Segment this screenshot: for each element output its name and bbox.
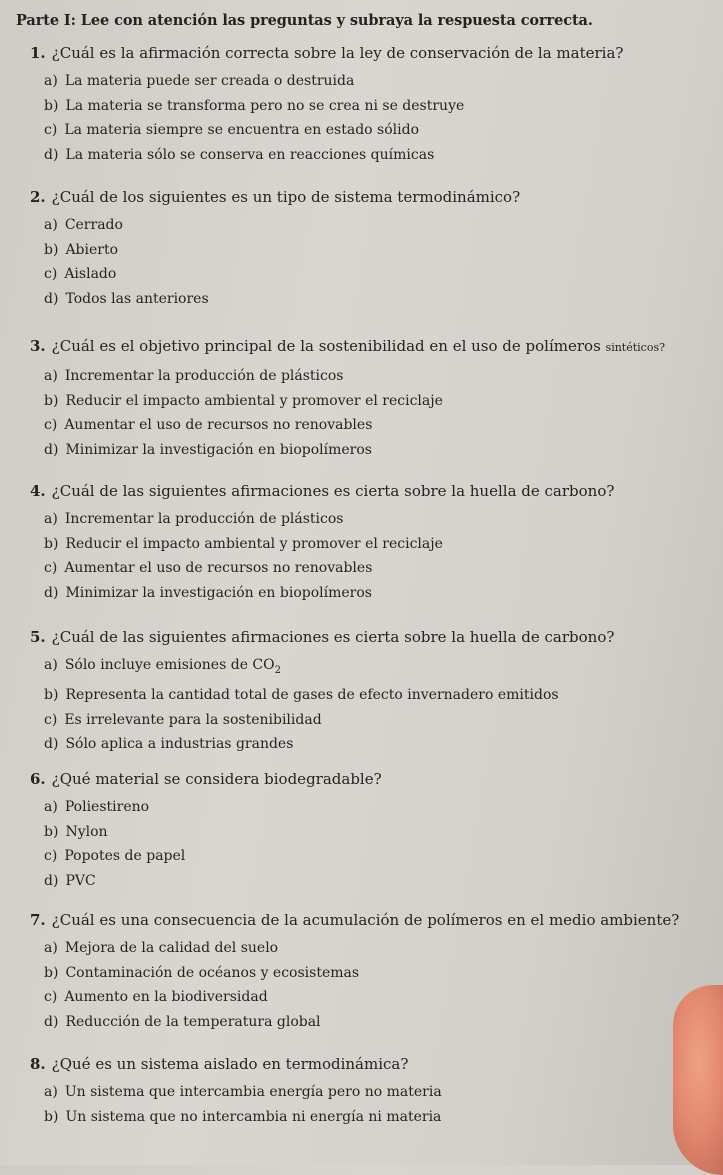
option-d[interactable]: d) Reducción de la temperatura global: [44, 1013, 321, 1030]
question-prompt: ¿Cuál de las siguientes afirmaciones es cierta sobre la huella de carbono?: [51, 482, 615, 500]
question-1: [30, 43, 715, 167]
option-a[interactable]: a) Incrementar la producción de plásticos: [44, 368, 344, 384]
question-text: [30, 627, 715, 647]
question-number: 6.: [30, 770, 46, 788]
question-7: [30, 910, 715, 1034]
options-list: [30, 69, 715, 167]
option-b[interactable]: b) Reducir el impacto ambiental y promover el reciclaje: [44, 392, 443, 409]
option-a[interactable]: a) Cerrado: [44, 217, 123, 233]
option-b[interactable]: b) Un sistema que no intercambia ni energía ni materia: [44, 1108, 442, 1125]
option-c[interactable]: c) Aislado: [44, 266, 117, 282]
options-list: [30, 364, 715, 462]
option-a[interactable]: a) La materia puede ser creada o destruida: [44, 73, 355, 89]
part-title: Parte I: Lee con atención las preguntas y subraya la respuesta correcta.: [16, 12, 593, 29]
options-list: [30, 507, 715, 605]
question-5: [30, 627, 715, 757]
option-b[interactable]: b) Reducir el impacto ambiental y promover el reciclaje: [44, 535, 443, 552]
question-prompt-end: sintéticos?: [605, 341, 665, 354]
question-6: [30, 769, 715, 893]
question-8: [30, 1054, 715, 1129]
option-d[interactable]: d) Minimizar la investigación en biopolímeros: [44, 441, 372, 458]
question-number: 5.: [30, 628, 46, 646]
subscript-2: 2: [274, 664, 281, 676]
option-d[interactable]: d) Sólo aplica a industrias grandes: [44, 736, 294, 753]
question-text: [30, 187, 715, 207]
options-list: [30, 213, 715, 311]
option-d[interactable]: d) La materia sólo se conserva en reacciones químicas: [44, 146, 435, 163]
question-text: [30, 1054, 715, 1074]
option-b[interactable]: b) La materia se transforma pero no se crea ni se destruye: [44, 97, 465, 114]
question-number: 4.: [30, 482, 46, 500]
question-prompt: ¿Cuál de los siguientes es un tipo de sistema termodinámico?: [51, 188, 521, 206]
question-number: 1.: [30, 44, 46, 62]
option-c[interactable]: c) Aumentar el uso de recursos no renovables: [44, 417, 373, 433]
option-d[interactable]: d) PVC: [44, 872, 96, 889]
option-c[interactable]: c) La materia siempre se encuentra en estado sólido: [44, 122, 420, 138]
option-c[interactable]: c) Popotes de papel: [44, 848, 186, 864]
question-text: [30, 769, 715, 789]
question-2: [30, 187, 715, 311]
question-4: [30, 481, 715, 605]
question-number: 7.: [30, 911, 46, 929]
question-prompt: ¿Qué es un sistema aislado en termodinámica?: [51, 1055, 409, 1073]
question-text: [30, 910, 715, 930]
question-text: [30, 481, 715, 501]
question-text: [30, 43, 715, 63]
option-a[interactable]: a) Mejora de la calidad del suelo: [44, 940, 279, 956]
option-a[interactable]: a) Incrementar la producción de plásticos: [44, 511, 344, 527]
option-c[interactable]: c) Aumentar el uso de recursos no renovables: [44, 560, 373, 576]
option-c[interactable]: c) Aumento en la biodiversidad: [44, 989, 268, 1005]
options-list: [30, 936, 715, 1034]
question-prompt: ¿Qué material se considera biodegradable?: [51, 770, 382, 788]
question-text: [30, 336, 715, 358]
option-c[interactable]: c) Es irrelevante para la sostenibilidad: [44, 711, 322, 728]
question-number: 3.: [30, 337, 46, 355]
question-prompt: ¿Cuál de las siguientes afirmaciones es cierta sobre la huella de carbono?: [51, 628, 615, 646]
options-list: [30, 653, 715, 757]
option-d[interactable]: d) Minimizar la investigación en biopolímeros: [44, 584, 372, 601]
question-number: 2.: [30, 188, 46, 206]
option-b[interactable]: b) Nylon: [44, 823, 108, 840]
option-a[interactable]: a) Sólo incluye emisiones de $CO_2$: [44, 657, 281, 676]
question-3: [30, 336, 715, 462]
options-list: [30, 1080, 715, 1129]
option-d[interactable]: d) Todos las anteriores: [44, 290, 209, 307]
question-prompt: ¿Cuál es una consecuencia de la acumulación de polímeros en el medio ambiente?: [51, 911, 680, 929]
option-b[interactable]: b) Abierto: [44, 241, 119, 258]
question-number: 8.: [30, 1055, 46, 1073]
option-b[interactable]: b) Contaminación de océanos y ecosistemas: [44, 964, 360, 981]
question-prompt: ¿Cuál es la afirmación correcta sobre la ley de conservación de la materia?: [51, 44, 624, 62]
option-b[interactable]: b) Representa la cantidad total de gases de efecto invernadero emitidos: [44, 687, 559, 704]
options-list: [30, 795, 715, 893]
question-prompt: ¿Cuál es el objetivo principal de la sostenibilidad en el uso de polímeros: [51, 337, 606, 355]
option-a[interactable]: a) Un sistema que intercambia energía pero no materia: [44, 1084, 442, 1100]
option-a[interactable]: a) Poliestireno: [44, 799, 150, 815]
finger-thumb: [673, 985, 723, 1175]
